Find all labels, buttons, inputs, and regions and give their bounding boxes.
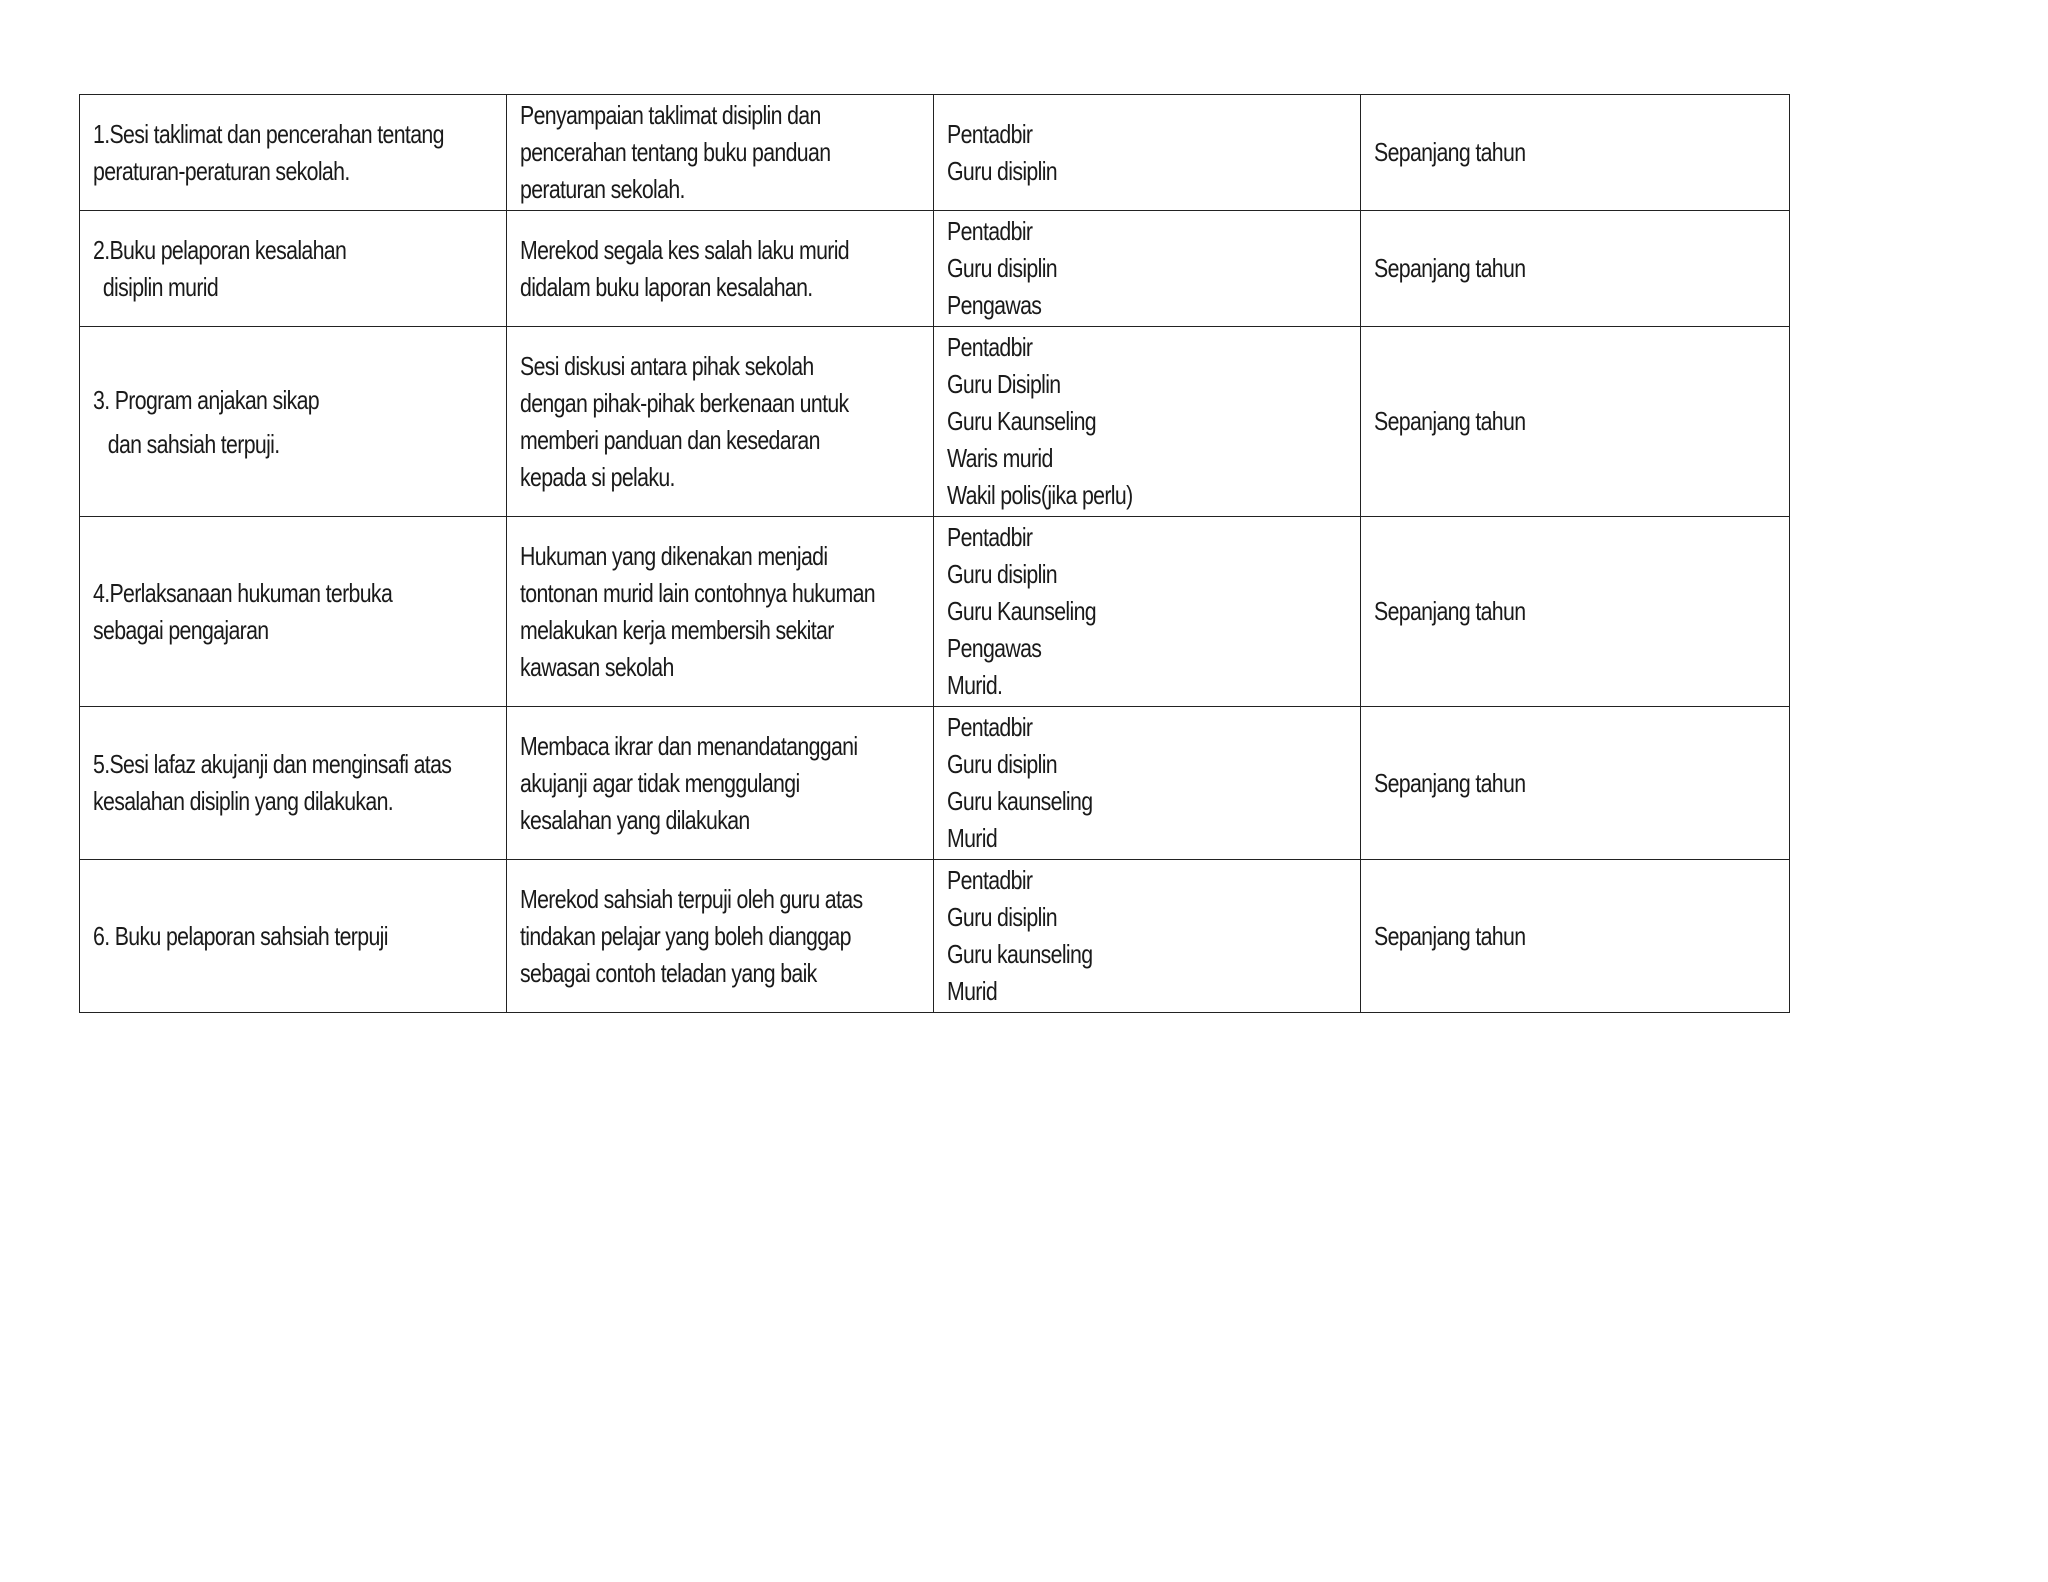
- program-line: disiplin murid: [102, 271, 219, 302]
- activity-line: kepada si pelaku.: [520, 461, 675, 492]
- activity-cell: [507, 95, 934, 211]
- program-line: kesalahan disiplin yang dilakukan.: [93, 786, 394, 816]
- responsible-line: Guru disiplin: [947, 155, 1057, 186]
- activity-line: didalam buku laporan kesalahan.: [520, 271, 813, 302]
- activity-line: tontonan murid lain contohnya hukuman: [520, 577, 876, 608]
- responsible-line: Pengawas: [947, 633, 1042, 663]
- responsible-line: Guru kaunseling: [947, 939, 1093, 969]
- activity-cell: [507, 211, 934, 327]
- responsible-line: Pentadbir: [947, 712, 1033, 742]
- program-line: dan sahsiah terpuji.: [107, 428, 280, 459]
- responsible-cell: [934, 327, 1361, 517]
- time-cell: [1361, 211, 1790, 327]
- activity-line: Merekod sahsiah terpuji oleh guru atas: [520, 883, 863, 914]
- activity-line: akujanji agar tidak menggulangi: [520, 767, 800, 798]
- activity-cell: [507, 860, 934, 1013]
- time-text: Sepanjang tahun: [1374, 253, 1526, 283]
- responsible-cell: [934, 707, 1361, 860]
- activity-line: memberi panduan dan kesedaran: [520, 424, 820, 455]
- table-row: [80, 327, 1790, 517]
- responsible-line: Guru disiplin: [947, 253, 1057, 283]
- responsible-line: Murid: [947, 823, 998, 853]
- responsible-cell: [934, 860, 1361, 1013]
- program-cell: [80, 860, 507, 1013]
- table-row: [80, 707, 1790, 860]
- time-text: Sepanjang tahun: [1374, 767, 1526, 798]
- program-cell: [80, 327, 507, 517]
- program-line: sebagai pengajaran: [93, 614, 269, 645]
- activity-line: kesalahan yang dilakukan: [520, 804, 750, 835]
- table-row: [80, 860, 1790, 1013]
- program-line: 4.Perlaksanaan hukuman terbuka: [93, 577, 393, 608]
- responsible-line: Pengawas: [947, 290, 1042, 320]
- program-line: 3. Program anjakan sikap: [93, 384, 320, 415]
- activity-line: dengan pihak-pihak berkenaan untuk: [520, 387, 849, 418]
- discipline-plan-table: [79, 94, 1790, 1013]
- responsible-line: Pentadbir: [947, 118, 1033, 149]
- time-cell: [1361, 860, 1790, 1013]
- responsible-line: Guru Kaunseling: [947, 406, 1096, 436]
- activity-line: Sesi diskusi antara pihak sekolah: [520, 350, 814, 381]
- responsible-line: Murid.: [947, 670, 1003, 700]
- responsible-line: Wakil polis(jika perlu): [947, 480, 1133, 510]
- responsible-line: Pentadbir: [947, 216, 1033, 246]
- program-cell: [80, 211, 507, 327]
- responsible-line: Guru disiplin: [947, 559, 1057, 589]
- activity-line: Merekod segala kes salah laku murid: [520, 234, 849, 265]
- responsible-line: Pentadbir: [947, 522, 1033, 552]
- program-cell: [80, 95, 507, 211]
- responsible-line: Guru disiplin: [947, 902, 1057, 932]
- time-cell: [1361, 95, 1790, 211]
- responsible-cell: [934, 517, 1361, 707]
- responsible-cell: [934, 95, 1361, 211]
- responsible-line: Pentadbir: [947, 865, 1033, 895]
- activity-line: tindakan pelajar yang boleh dianggap: [520, 920, 851, 951]
- activity-cell: [507, 327, 934, 517]
- responsible-line: Waris murid: [947, 443, 1053, 473]
- time-text: Sepanjang tahun: [1374, 596, 1526, 626]
- responsible-line: Guru kaunseling: [947, 786, 1093, 816]
- activity-cell: [507, 707, 934, 860]
- program-cell: [80, 517, 507, 707]
- time-text: Sepanjang tahun: [1374, 137, 1526, 167]
- responsible-line: Murid: [947, 976, 998, 1006]
- time-cell: [1361, 517, 1790, 707]
- responsible-line: Pentadbir: [947, 332, 1033, 362]
- program-line: 5.Sesi lafaz akujanji dan menginsafi atas: [93, 749, 452, 779]
- responsible-line: Guru Kaunseling: [947, 596, 1096, 626]
- time-cell: [1361, 707, 1790, 860]
- program-line: 6. Buku pelaporan sahsiah terpuji: [93, 920, 388, 951]
- responsible-cell: [934, 211, 1361, 327]
- activity-line: pencerahan tentang buku panduan: [520, 137, 831, 167]
- activity-line: Membaca ikrar dan menandatanggani: [520, 730, 858, 761]
- time-cell: [1361, 327, 1790, 517]
- program-line: peraturan-peraturan sekolah.: [93, 155, 350, 186]
- program-line: 2.Buku pelaporan kesalahan: [93, 234, 347, 265]
- table-row: [80, 95, 1790, 211]
- activity-line: Penyampaian taklimat disiplin dan: [520, 100, 821, 130]
- activity-line: peraturan sekolah.: [520, 174, 685, 204]
- program-line: 1.Sesi taklimat dan pencerahan tentang: [93, 118, 444, 149]
- table-row: [80, 211, 1790, 327]
- time-text: Sepanjang tahun: [1374, 406, 1526, 436]
- table-row: [80, 517, 1790, 707]
- responsible-line: Guru Disiplin: [947, 369, 1061, 399]
- program-cell: [80, 707, 507, 860]
- responsible-line: Guru disiplin: [947, 749, 1057, 779]
- time-text: Sepanjang tahun: [1374, 920, 1526, 951]
- activity-line: kawasan sekolah: [520, 651, 674, 682]
- activity-line: melakukan kerja membersih sekitar: [520, 614, 834, 645]
- activity-line: Hukuman yang dikenakan menjadi: [520, 540, 828, 571]
- activity-cell: [507, 517, 934, 707]
- activity-line: sebagai contoh teladan yang baik: [520, 957, 817, 988]
